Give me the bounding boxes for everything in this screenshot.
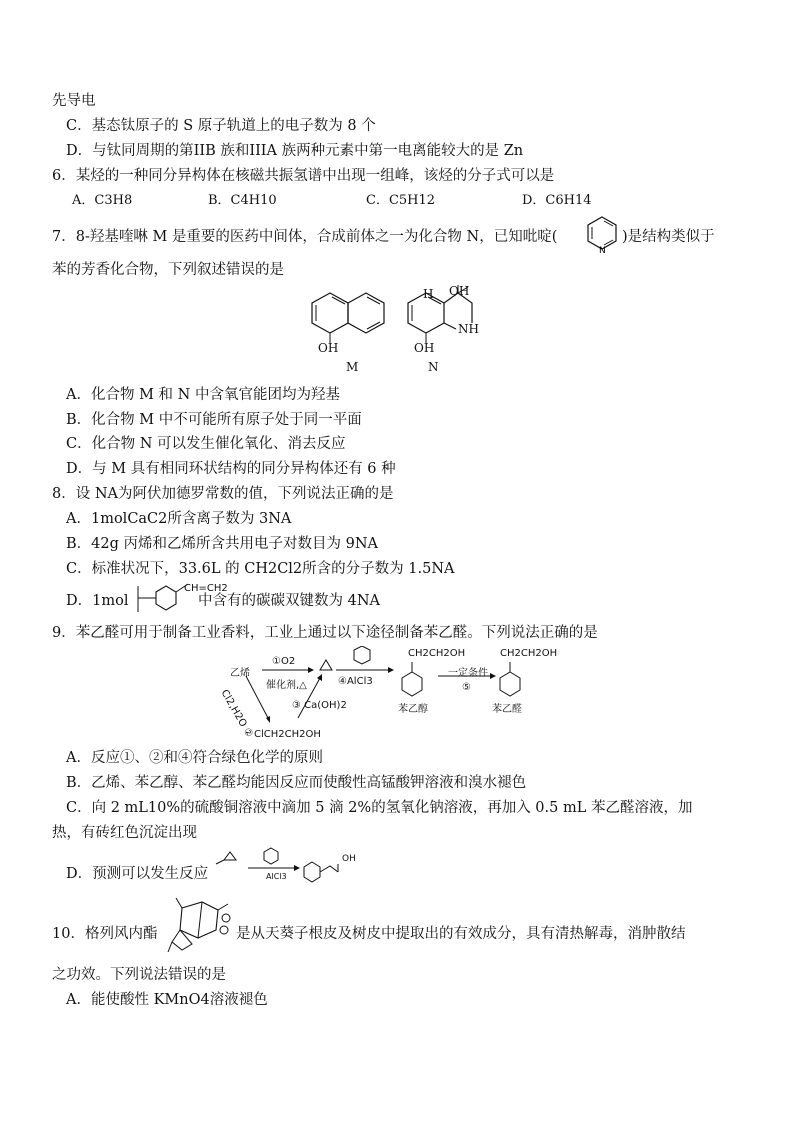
structure-n-label: N [428, 360, 439, 374]
scheme-phenylethanol: 苯乙醇 [398, 704, 428, 715]
question-7-cont2: 苯的芳香化合物，下列叙述错误的是 [52, 262, 284, 278]
scheme-ch2ch2oh-2: CH2CH2OH [500, 648, 558, 659]
q7-option-a: A．化合物 M 和 N 中含氧官能团均为羟基 [66, 387, 340, 403]
q9-option-d: D．预测可以发生反应 [66, 866, 209, 882]
question-10-cont2: 之功效。下列说法错误的是 [52, 967, 226, 983]
q8-option-d: D．1mol [66, 593, 129, 609]
question-9: 9．苯乙醛可用于制备工业香料，工业上通过以下途径制备苯乙醛。下列说法正确的是 [52, 625, 598, 641]
scheme-step1: ①O2 [272, 656, 296, 667]
q6-option-c: C．C5H12 [366, 193, 436, 208]
option-c: C．基态钛原子的 S 原子轨道上的电子数为 8 个 [66, 118, 376, 134]
structure-m-quinolinol [300, 283, 390, 373]
question-8: 8．设 NA为阿伏加德罗常数的值，下列说法正确的是 [52, 486, 394, 502]
scheme-step3: ③ Ca(OH)2 [292, 700, 347, 711]
scheme-ch2ch2oh-1: CH2CH2OH [408, 648, 466, 659]
pyridine-structure-icon [584, 213, 620, 253]
q8-option-a: A．1molCaC2所含离子数为 3NA [66, 511, 292, 527]
q8-option-b: B．42g 丙烯和乙烯所含共用电子对数目为 9NA [66, 536, 378, 552]
q9-option-c: C．向 2 mL10%的硫酸铜溶液中滴加 5 滴 2%的氢氧化钠溶液，再加入 0.5 mL 苯乙醛溶液，加 [66, 800, 693, 816]
reaction-d-oh: OH [342, 854, 356, 864]
q6-option-d: D．C6H14 [522, 193, 592, 208]
q6-option-b: B．C4H10 [208, 193, 277, 208]
scheme-step1-cond: 催化剂,△ [266, 680, 307, 691]
question-7-cont: )是结构类似于 [622, 229, 715, 245]
q9-option-a: A．反应①、②和④符合绿色化学的原则 [66, 750, 323, 766]
scheme-step2: Cl2,H2O ② [218, 688, 255, 740]
scheme-ethylene: 乙烯 [230, 668, 250, 679]
q9-option-b: B．乙烯、苯乙醇、苯乙醛均能因反应而使酸性高锰酸钾溶液和溴水褪色 [66, 775, 527, 791]
styrene-substituent: CH=CH2 [184, 583, 228, 594]
q6-option-a: A．C3H8 [72, 193, 133, 208]
scheme-step5: 一定条件 [448, 668, 488, 679]
lactone-structure [162, 888, 238, 960]
q7-option-c: C．化合物 N 可以发生催化氧化、消去反应 [66, 436, 346, 452]
q8-option-c: C．标准状况下，33.6L 的 CH2Cl2所含的分子数为 1.5NA [66, 561, 455, 577]
question-10: 10．格列风内酯 [52, 926, 158, 942]
q8-option-d-cont: 中含有的碳碳双键数为 4NA [198, 593, 380, 609]
pyridine-n-label: N [599, 246, 606, 253]
reaction-d-reagent: AlCl3 [266, 872, 287, 881]
structure-n-oh: OH [414, 341, 435, 355]
structure-m-oh: OH [318, 341, 339, 355]
structure-n-h: H [423, 287, 434, 301]
text-line: 先导电 [52, 93, 96, 109]
question-7: 7．8-羟基喹啉 M 是重要的医药中间体，合成前体之一为化合物 N，已知吡啶( [52, 229, 558, 245]
reaction-d-scheme [214, 846, 364, 892]
question-10-cont: 是从天葵子根皮及树皮中提取出的有效成分，具有清热解毒，消肿散结 [236, 926, 686, 942]
scheme-phenylacetaldehyde: 苯乙醛 [492, 704, 522, 715]
question-6: 6．某烃的一种同分异构体在核磁共振氢谱中出现一组峰，该烃的分子式可以是 [52, 168, 555, 184]
q7-option-b: B．化合物 M 中不可能所有原子处于同一平面 [66, 412, 362, 428]
scheme-step5-num: ⑤ [462, 682, 471, 693]
scheme-chlorohydrin: ClCH2CH2OH [254, 729, 321, 740]
q10-option-a: A．能使酸性 KMnO4溶液褪色 [66, 992, 268, 1008]
structure-n-nh: NH [458, 322, 479, 336]
scheme-step4: ④AlCl3 [338, 676, 373, 687]
option-d: D．与钛同周期的第IIB 族和IIIA 族两种元素中第一电离能较大的是 Zn [66, 143, 524, 159]
structure-n-oh-top: OH [449, 284, 470, 298]
q7-option-d: D．与 M 具有相同环状结构的同分异构体还有 6 种 [66, 461, 396, 477]
structure-m-label: M [346, 360, 359, 374]
q9-option-c-cont: 热，有砖红色沉淀出现 [52, 825, 197, 841]
